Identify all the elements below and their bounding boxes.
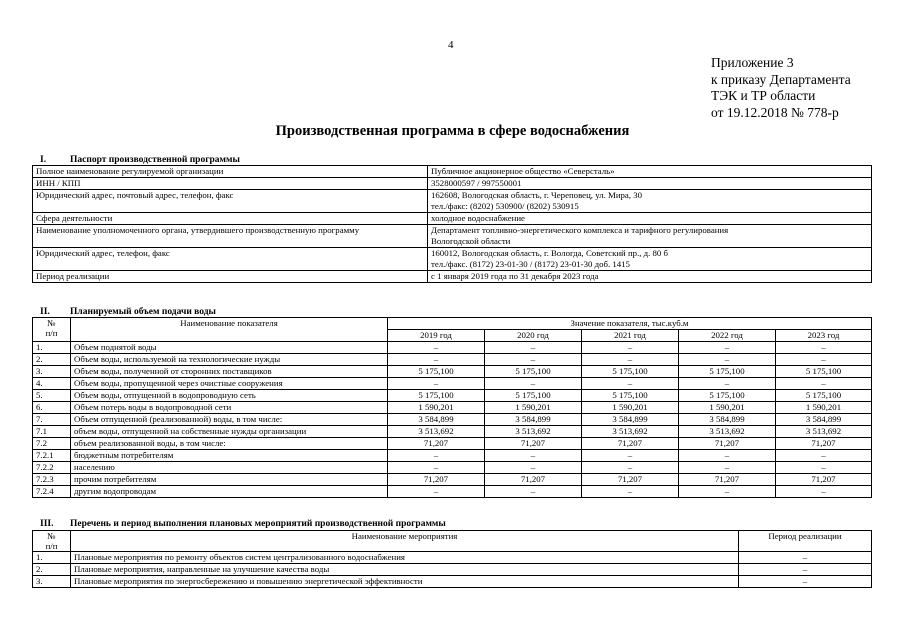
header-value: Значение показателя, тыс.куб.м [388,318,872,330]
row-value-line: 160012, Вологодская область, г. Вологда, Советский пр., д. 80 б [431,248,669,258]
row-label: Полное наименование регулируемой организации [33,166,428,178]
row-value: – [679,486,776,498]
row-value: – [679,342,776,354]
row-value: – [776,450,872,462]
row-name: Объем воды, пропущенной через очистные сооружения [71,378,388,390]
row-value: 71,207 [679,438,776,450]
row-value: 3 513,692 [679,426,776,438]
table-row [33,178,872,190]
row-value [428,190,872,213]
table-row [33,354,872,366]
header-period: Период реализации [739,531,872,552]
row-number: 7.2 [33,438,71,450]
row-value-line: тел./факс. (8172) 23-01-30 / (8172) 23-01-30 доб. 1415 [431,259,630,269]
row-number: 7.2.2 [33,462,71,474]
row-label: Юридический адрес, телефон, факс [33,248,428,271]
year-header: 2023 год [776,330,872,342]
row-value: 5 175,100 [485,366,582,378]
row-value: 71,207 [485,474,582,486]
row-value: 71,207 [582,438,679,450]
row-value [428,271,872,283]
row-number: 4. [33,378,71,390]
table-row [33,366,872,378]
row-name: бюджетным потребителям [71,450,388,462]
row-number: 1. [33,552,71,564]
row-number: 1. [33,342,71,354]
table-row [33,402,872,414]
row-number: 2. [33,354,71,366]
row-value: 1 590,201 [679,402,776,414]
row-label: Период реализации [33,271,428,283]
table-row [33,414,872,426]
row-value: 71,207 [388,474,485,486]
row-value [428,225,872,248]
year-header: 2019 год [388,330,485,342]
appendix-block [711,55,851,121]
row-value: – [776,342,872,354]
row-value: 5 175,100 [679,390,776,402]
row-label: Наименование уполномоченного органа, утвердившего производственную программу [33,225,428,248]
row-value: – [485,354,582,366]
row-value-line: Вологодской области [431,236,511,246]
year-header: 2022 год [679,330,776,342]
table-row [33,552,872,564]
row-value: – [388,378,485,390]
row-name: Объем воды, отпущенной в водопроводную сеть [71,390,388,402]
row-number: 7.2.3 [33,474,71,486]
row-value: – [582,378,679,390]
section-title: Перечень и период выполнения плановых мероприятий производственной программы [70,519,446,529]
row-value: 3 584,899 [485,414,582,426]
row-value-line: тел./факс: (8202) 530900/ (8202) 530915 [431,201,579,211]
row-value: – [582,450,679,462]
row-value: 5 175,100 [679,366,776,378]
section-number: III. [40,519,54,529]
row-value: – [485,378,582,390]
row-number: 5. [33,390,71,402]
row-value: – [582,462,679,474]
page-number: 4 [448,39,454,51]
table-row [33,462,872,474]
row-value: – [388,486,485,498]
row-value: 3 513,692 [388,426,485,438]
row-value: – [388,342,485,354]
row-label: Сфера деятельности [33,213,428,225]
section-number: II. [40,307,50,317]
row-value [428,248,872,271]
row-value: – [388,462,485,474]
row-value: 3 513,692 [485,426,582,438]
row-name: другим водопроводам [71,486,388,498]
row-value: 5 175,100 [388,390,485,402]
row-value: – [388,354,485,366]
row-value: 71,207 [582,474,679,486]
row-value: 71,207 [485,438,582,450]
row-value: 5 175,100 [582,390,679,402]
row-value: 3 584,899 [388,414,485,426]
row-value: 5 175,100 [776,390,872,402]
row-value: – [485,462,582,474]
row-number: 3. [33,576,71,588]
row-value: – [776,462,872,474]
table-row [33,486,872,498]
row-number: 7.1 [33,426,71,438]
table-row [33,474,872,486]
table-row [33,271,872,283]
row-value: 71,207 [388,438,485,450]
row-value: 3 584,899 [679,414,776,426]
table-header-row [33,318,872,330]
row-name: Объем поднятой воды [71,342,388,354]
row-value: 1 590,201 [485,402,582,414]
row-value: – [485,450,582,462]
table-row [33,564,872,576]
row-period: – [739,564,872,576]
row-label: Юридический адрес, почтовый адрес, телефон, факс [33,190,428,213]
measures-table [32,530,872,588]
passport-table [32,165,872,283]
row-value-line: 3528000597 / 997550001 [431,178,522,188]
row-value-line: 162608, Вологодская область, г. Череповец, ул. Мира, 30 [431,190,643,200]
row-value: – [582,342,679,354]
section-3-heading [40,518,446,530]
header-name: Наименование мероприятия [71,531,739,552]
row-value: 1 590,201 [582,402,679,414]
row-value: 1 590,201 [388,402,485,414]
row-value: – [485,486,582,498]
row-value: 5 175,100 [582,366,679,378]
year-header: 2020 год [485,330,582,342]
section-title: Планируемый объем подачи воды [70,307,216,317]
row-value: 1 590,201 [776,402,872,414]
row-name: населению [71,462,388,474]
table-row [33,248,872,271]
row-name: Плановые мероприятия по энергосбережению и повышению энергетической эффективности [71,576,739,588]
row-value: – [776,378,872,390]
table-row [33,426,872,438]
table-header-row [33,531,872,552]
appendix-line: от 19.12.2018 № 778-р [711,104,839,120]
row-number: 7.2.4 [33,486,71,498]
row-value: – [679,462,776,474]
row-value: 5 175,100 [776,366,872,378]
table-row [33,166,872,178]
row-value [428,166,872,178]
water-volume-table [32,317,872,498]
row-name: Плановые мероприятия, направленные на улучшение качества воды [71,564,739,576]
row-name: объем реализованной воды, в том числе: [71,438,388,450]
table-row [33,576,872,588]
section-number: I. [40,155,47,165]
table-row [33,378,872,390]
appendix-line: Приложение 3 [711,55,794,70]
row-value: 3 513,692 [582,426,679,438]
row-value: 71,207 [679,474,776,486]
row-value: – [388,450,485,462]
table-row [33,342,872,354]
row-name: Объем отпущенной (реализованной) воды, в том числе: [71,414,388,426]
header-pp: п/п [45,541,58,551]
row-value-line: Публичное акционерное общество «Северсталь» [431,166,615,176]
row-value: – [679,450,776,462]
row-period: – [739,552,872,564]
table-row [33,213,872,225]
row-value: – [485,342,582,354]
row-value: – [776,354,872,366]
row-name: Плановые мероприятия по ремонту объектов систем централизованного водоснабжения [71,552,739,564]
row-value-line: Департамент топливно-энергетического комплекса и тарифного регулирования [431,225,729,235]
header-pp: п/п [45,328,58,338]
row-number: 3. [33,366,71,378]
row-value: – [582,486,679,498]
row-name: Объем потерь воды в водопроводной сети [71,402,388,414]
row-value: 3 584,899 [582,414,679,426]
header-cell [33,318,71,342]
table-row [33,438,872,450]
row-number: 7.2.1 [33,450,71,462]
row-period: – [739,576,872,588]
row-number: 6. [33,402,71,414]
row-value: 5 175,100 [388,366,485,378]
row-value: 5 175,100 [485,390,582,402]
table-row [33,450,872,462]
row-value: – [679,378,776,390]
section-title: Паспорт производственной программы [70,155,240,165]
row-name: Объем воды, используемой на технологические нужды [71,354,388,366]
row-value: 3 584,899 [776,414,872,426]
appendix-line: ТЭК и ТР области [711,88,816,103]
row-value: – [679,354,776,366]
row-value-line: с 1 января 2019 года по 31 декабря 2023 года [431,271,599,281]
row-number: 2. [33,564,71,576]
row-value [428,213,872,225]
row-name: объем воды, отпущенной на собственные нужды организации [71,426,388,438]
row-value: 71,207 [776,474,872,486]
year-header: 2021 год [582,330,679,342]
table-row [33,225,872,248]
row-number: 7. [33,414,71,426]
document-title: Производственная программа в сфере водоснабжения [275,123,630,139]
row-value-line: холодное водоснабжение [431,213,525,223]
row-value [428,178,872,190]
row-name: Объем воды, полученной от сторонних поставщиков [71,366,388,378]
row-name: прочим потребителям [71,474,388,486]
row-value: – [582,354,679,366]
row-value: – [776,486,872,498]
header-cell [33,531,71,552]
row-label: ИНН / КПП [33,178,428,190]
table-row [33,190,872,213]
header-no: № [47,531,56,541]
header-no: № [47,318,56,328]
table-row [33,390,872,402]
row-value: 71,207 [776,438,872,450]
appendix-line: к приказу Департамента [711,71,851,87]
row-value: 3 513,692 [776,426,872,438]
header-name: Наименование показателя [71,318,388,342]
